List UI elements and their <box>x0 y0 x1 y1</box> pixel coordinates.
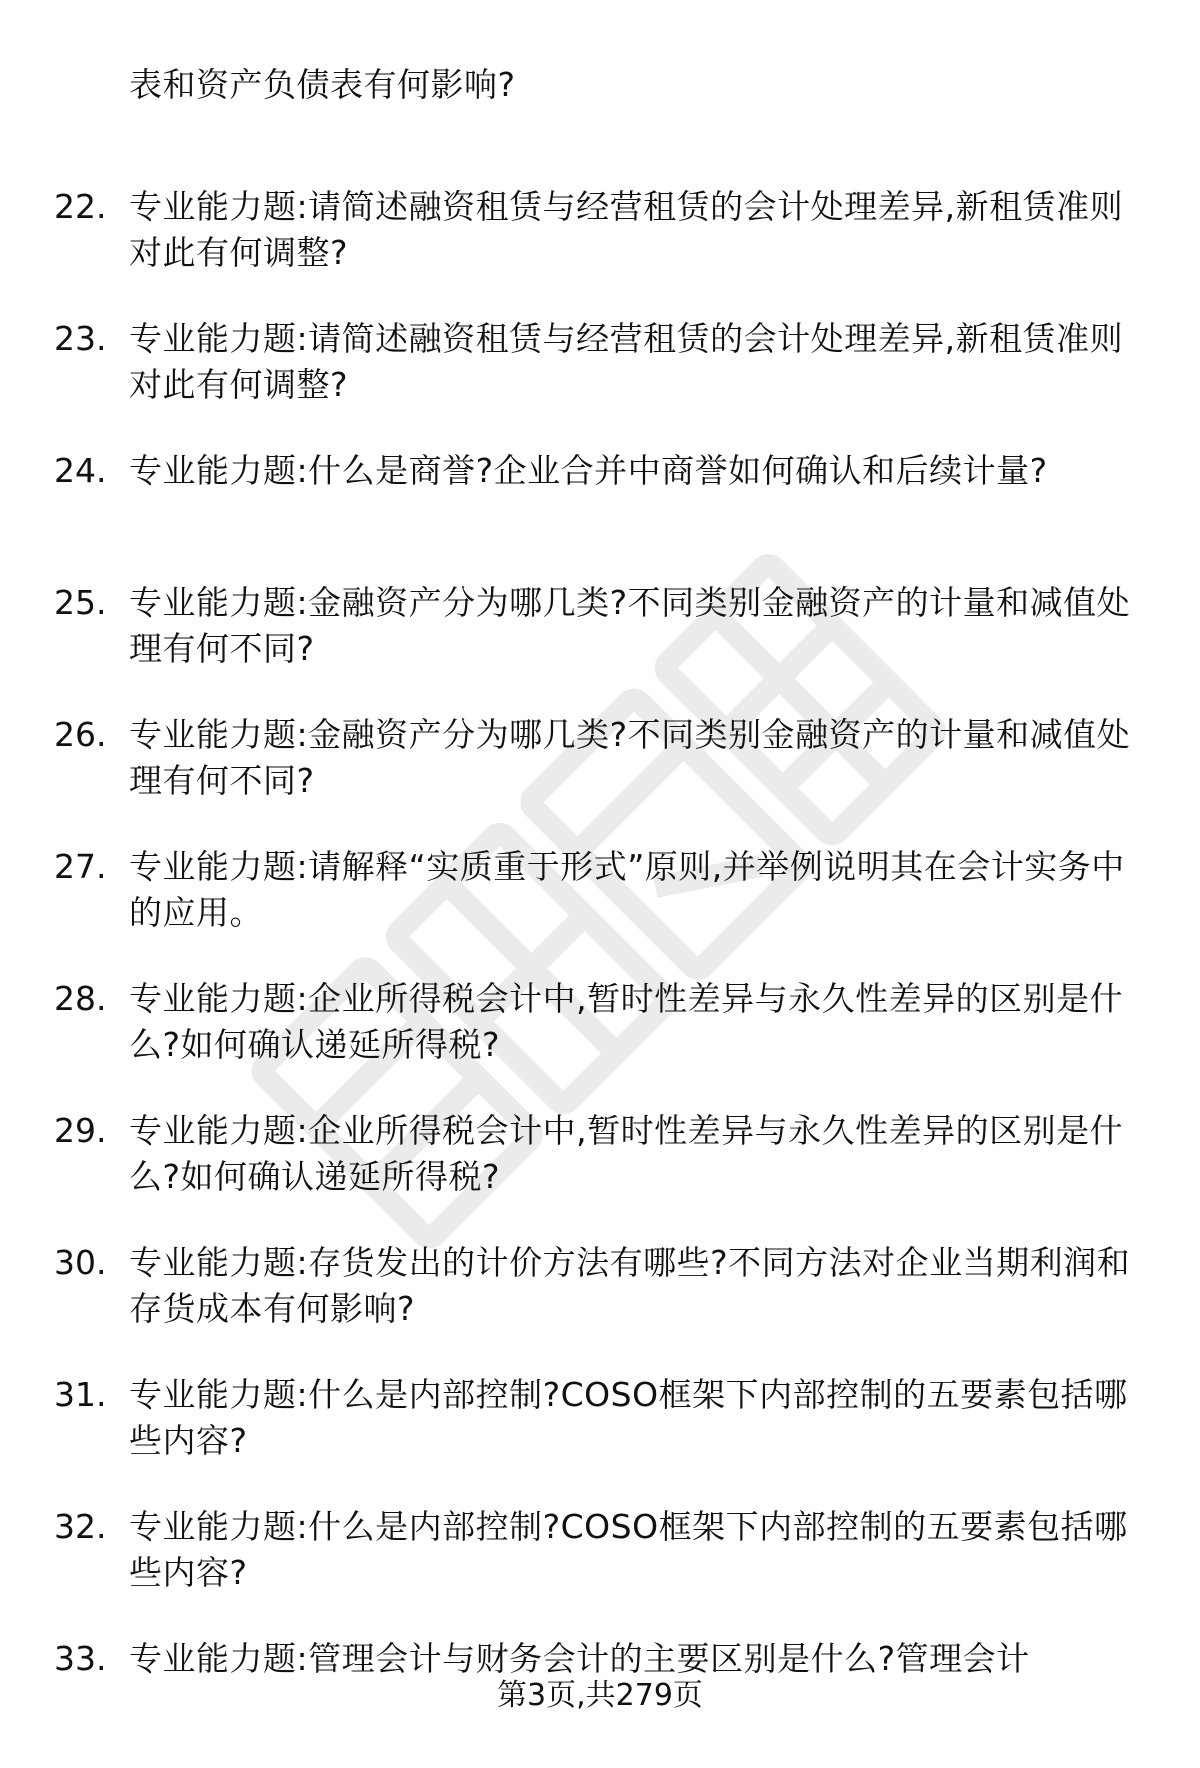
question-number: 22. <box>54 187 107 226</box>
list-item <box>0 1372 1200 1504</box>
question-number: 24. <box>54 451 107 490</box>
list-item <box>0 1504 1200 1636</box>
list-item <box>0 1240 1200 1372</box>
question-number: 23. <box>54 319 107 358</box>
question-list <box>0 62 1200 1768</box>
question-text: 专业能力题:什么是内部控制?COSO框架下内部控制的五要素包括哪些内容? <box>129 1375 1128 1460</box>
question-number: 25. <box>54 583 107 622</box>
question-text: 专业能力题:请简述融资租赁与经营租赁的会计处理差异,新租赁准则对此有何调整? <box>129 187 1124 272</box>
list-item <box>0 580 1200 712</box>
list-item <box>0 1108 1200 1240</box>
list-item <box>0 844 1200 976</box>
question-text: 专业能力题:存货发出的计价方法有哪些?不同方法对企业当期利润和存货成本有何影响? <box>129 1243 1131 1328</box>
page-number-footer: 第3页,共279页 <box>497 1678 703 1713</box>
question-text: 专业能力题:管理会计与财务会计的主要区别是什么?管理会计 <box>129 1639 1030 1678</box>
question-number: 33. <box>54 1639 107 1678</box>
question-text: 专业能力题:金融资产分为哪几类?不同类别金融资产的计量和减值处理有何不同? <box>129 583 1131 668</box>
question-number: 32. <box>54 1507 107 1546</box>
question-number: 30. <box>54 1243 107 1282</box>
question-number: 27. <box>54 847 107 886</box>
question-text: 专业能力题:什么是内部控制?COSO框架下内部控制的五要素包括哪些内容? <box>129 1507 1128 1592</box>
list-item <box>0 712 1200 844</box>
list-item <box>0 448 1200 580</box>
question-number: 29. <box>54 1111 107 1150</box>
question-text: 专业能力题:请解释“实质重于形式”原则,并举例说明其在会计实务中的应用。 <box>129 847 1125 932</box>
list-item <box>0 976 1200 1108</box>
question-text: 专业能力题:企业所得税会计中,暂时性差异与永久性差异的区别是什么?如何确认递延所得税? <box>129 979 1124 1064</box>
question-text: 表和资产负债表有何影响? <box>129 65 516 104</box>
question-text: 专业能力题:什么是商誉?企业合并中商誉如何确认和后续计量? <box>129 451 1048 490</box>
question-number: 26. <box>54 715 107 754</box>
list-item <box>0 62 1200 184</box>
question-text: 专业能力题:企业所得税会计中,暂时性差异与永久性差异的区别是什么?如何确认递延所得税? <box>129 1111 1124 1196</box>
question-text: 专业能力题:金融资产分为哪几类?不同类别金融资产的计量和减值处理有何不同? <box>129 715 1131 800</box>
question-number: 31. <box>54 1375 107 1414</box>
question-number: 28. <box>54 979 107 1018</box>
question-text: 专业能力题:请简述融资租赁与经营租赁的会计处理差异,新租赁准则对此有何调整? <box>129 319 1124 404</box>
list-item <box>0 184 1200 316</box>
list-item <box>0 316 1200 448</box>
